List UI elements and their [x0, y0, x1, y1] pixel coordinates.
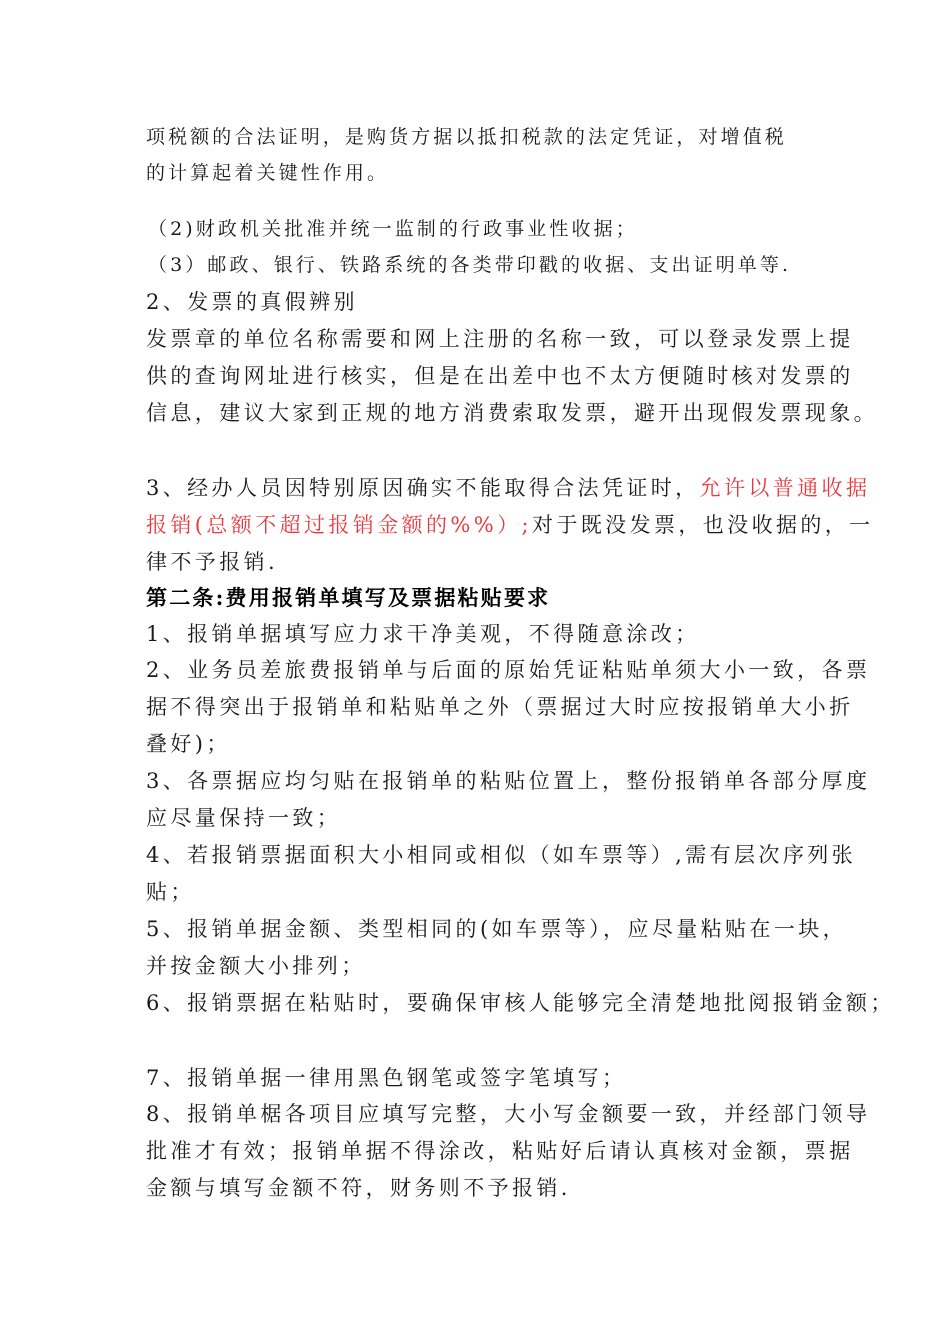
rule-8-line-2: 批准才有效；报销单据不得涂改，粘贴好后请认真核对金额，票据 — [146, 1139, 854, 1163]
rule-2-line-3: 叠好)； — [146, 732, 231, 756]
rule-6: 6、报销票据在粘贴时，要确保审核人能够完全清楚地批阅报销金额； — [146, 991, 895, 1015]
section-3-highlight-2: 报销(总额不超过报销金额的%%）; — [146, 513, 532, 537]
rule-7: 7、报销单据一律用黑色钢笔或签字笔填写； — [146, 1066, 627, 1090]
section-3-line-2 — [146, 510, 874, 540]
rule-5-line-2: 并按金额大小排列； — [146, 954, 366, 978]
rule-1: 1、报销单据填写应力求干净美观，不得随意涂改； — [146, 622, 700, 646]
rule-4-line-2: 贴； — [146, 880, 195, 904]
rule-2-line-1: 2、业务员差旅费报销单与后面的原始凭证粘贴单须大小一致，各票 — [146, 658, 871, 682]
intro-line-2: 的计算起着关键性作用。 — [146, 162, 390, 184]
section-3-line-1 — [146, 473, 870, 503]
article-2-heading: 第二条:费用报销单填写及票据粘贴要求 — [146, 585, 551, 610]
section-2-title: 2、发票的真假辨别 — [146, 290, 358, 314]
item-3: （3）邮政、银行、铁路系统的各类带印戳的收据、支出证明单等. — [148, 254, 792, 276]
section-3-line-1-prefix: 3、经办人员因特别原因确实不能取得合法凭证时， — [146, 476, 700, 500]
section-3-highlight-1: 允许以普通收据 — [699, 476, 871, 500]
item-2: （2)财政机关批准并统一监制的行政事业性收据； — [148, 218, 638, 240]
section-2-line-2: 供的查询网址进行核实，但是在出差中也不太方便随时核对发票的 — [146, 364, 854, 388]
section-2-line-1: 发票章的单位名称需要和网上注册的名称一致，可以登录发票上提 — [146, 327, 854, 351]
section-3-line-3: 律不予报销. — [146, 550, 279, 574]
rule-3-line-2: 应尽量保持一致； — [146, 806, 342, 830]
rule-8-line-3: 金额与填写金额不符，财务则不予报销. — [146, 1176, 571, 1200]
rule-3-line-1: 3、各票据应均匀贴在报销单的粘贴位置上，整份报销单各部分厚度 — [146, 769, 871, 793]
rule-2-line-2: 据不得突出于报销单和粘贴单之外（票据过大时应按报销单大小折 — [146, 695, 854, 719]
intro-line-1: 项税额的合法证明，是购货方据以抵扣税款的法定凭证，对增值税 — [146, 126, 787, 148]
section-2-line-3: 信息，建议大家到正规的地方消费索取发票，避开出现假发票现象。 — [146, 401, 878, 425]
rule-8-line-1: 8、报销单椐各项目应填写完整，大小写金额要一致，并经部门领导 — [146, 1102, 871, 1126]
rule-4-line-1: 4、若报销票据面积大小相同或相似（如车票等）,需有层次序列张 — [146, 843, 857, 867]
section-3-line-2-rest: 对于既没发票，也没收据的，一 — [531, 513, 874, 537]
rule-5-line-1: 5、报销单据金额、类型相同的(如车票等），应尽量粘贴在一块， — [146, 917, 848, 941]
